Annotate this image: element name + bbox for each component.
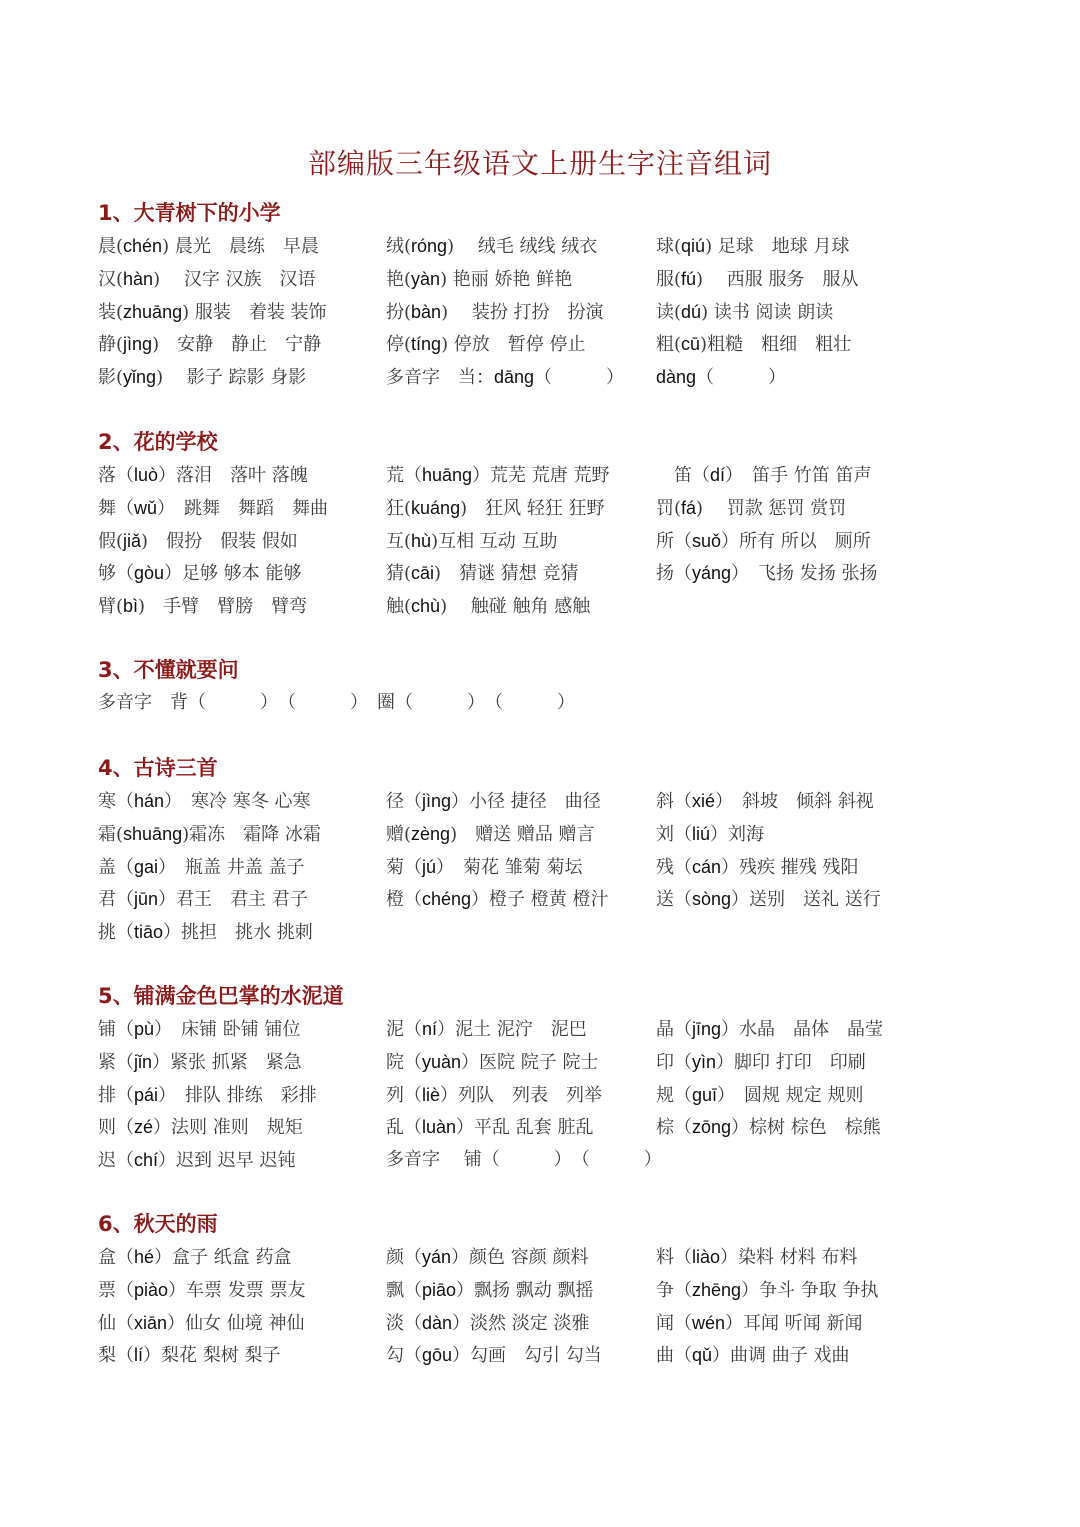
vocab-entry: 则（zé）法则 准则 规矩 <box>98 1117 303 1139</box>
vocab-entry: 君（jūn）君王 君主 君子 <box>98 889 308 911</box>
lesson-section <box>98 1207 998 1372</box>
lesson-heading: 2、花的学校 <box>98 430 218 454</box>
vocab-row <box>98 361 998 394</box>
vocab-entry: 票（piào）车票 发票 票友 <box>98 1279 306 1301</box>
vocab-entry: 橙（chéng）橙子 橙黄 橙汁 <box>386 889 609 911</box>
lesson-section <box>98 653 998 720</box>
vocab-entry: 争（zhēng）争斗 争取 争执 <box>656 1279 879 1301</box>
vocab-entry: 院（yuàn）医院 院子 院士 <box>386 1051 599 1073</box>
vocab-entry: 盖（gai） 瓶盖 井盖 盖子 <box>98 856 305 878</box>
vocab-row <box>98 785 998 818</box>
vocab-row <box>98 1111 998 1144</box>
vocab-entry: 笛（dí） 笛手 竹笛 笛声 <box>656 465 872 486</box>
vocab-row <box>98 459 998 492</box>
lesson-heading: 1、大青树下的小学 <box>98 201 281 225</box>
vocab-row <box>98 1339 998 1372</box>
vocab-entry: 残（cán）残疾 摧残 残阳 <box>656 856 859 878</box>
vocab-entry: 斜（xié） 斜坡 倾斜 斜视 <box>656 791 874 812</box>
vocab-entry: 互(hù)互相 互动 互助 <box>386 530 558 552</box>
vocab-row <box>98 230 998 263</box>
vocab-entry: 铺（pù） 床铺 卧铺 铺位 <box>98 1019 301 1040</box>
vocab-entry: 罚(fá) 罚款 惩罚 赏罚 <box>656 497 847 519</box>
vocab-row <box>98 525 998 558</box>
vocab-entry: 扬（yáng） 飞扬 发扬 张扬 <box>656 563 878 585</box>
vocab-row <box>98 1241 998 1274</box>
vocab-entry: 狂(kuáng) 狂风 轻狂 狂野 <box>386 497 605 519</box>
vocab-entry: 绒(róng) 绒毛 绒线 绒衣 <box>386 236 598 257</box>
vocab-row <box>98 883 998 916</box>
vocab-entry: 霜(shuāng)霜冻 霜降 冰霜 <box>98 823 321 845</box>
vocab-entry: 淡（dàn）淡然 淡定 淡雅 <box>386 1312 590 1334</box>
vocab-row <box>98 916 998 949</box>
vocab-entry: 仙（xiān）仙女 仙境 神仙 <box>98 1312 305 1334</box>
vocab-row <box>98 1307 998 1340</box>
vocab-entry: 装(zhuāng) 服装 着装 装饰 <box>98 301 327 323</box>
vocab-entry: 荒（huāng）荒芜 荒唐 荒野 <box>386 465 610 486</box>
vocab-entry: 列（liè）列队 列表 列举 <box>386 1084 603 1106</box>
vocab-entry: 梨（lí）梨花 梨树 梨子 <box>98 1345 281 1367</box>
vocab-entry: 够（gòu）足够 够本 能够 <box>98 563 302 585</box>
vocab-entry: 挑（tiāo）挑担 挑水 挑刺 <box>98 922 313 944</box>
vocab-entry: 颜（yán）颜色 容颜 颜料 <box>386 1247 589 1268</box>
vocab-entry: 刘（liú）刘海 <box>656 823 765 845</box>
vocab-entry: 静(jìng) 安静 静止 宁静 <box>98 334 322 356</box>
lesson-heading: 5、铺满金色巴掌的水泥道 <box>98 984 344 1008</box>
lesson-section <box>98 751 998 949</box>
vocab-row <box>98 818 998 851</box>
vocab-row <box>98 1144 998 1177</box>
vocab-row <box>98 557 998 590</box>
vocab-row <box>98 296 998 329</box>
lesson-section <box>98 979 998 1177</box>
vocab-row <box>98 263 998 296</box>
vocab-entry: 紧（jǐn）紧张 抓紧 紧急 <box>98 1051 302 1073</box>
lesson-section <box>98 425 998 623</box>
vocab-row <box>98 687 998 720</box>
lesson-heading: 6、秋天的雨 <box>98 1212 218 1236</box>
vocab-row <box>98 590 998 623</box>
vocab-entry: 臂(bì) 手臂 臂膀 臂弯 <box>98 596 308 618</box>
vocab-entry: 多音字 铺（ ） （ ） <box>386 1149 662 1171</box>
vocab-entry: 多音字 背（ ） （ ） 圈（ ） （ ） <box>98 692 575 713</box>
vocab-entry: 多音字 当：dāng（ ） <box>386 367 625 389</box>
vocab-entry: 球(qiú) 足球 地球 月球 <box>656 236 850 257</box>
vocab-entry: 规（guī） 圆规 规定 规则 <box>656 1084 864 1106</box>
vocab-entry: 影(yǐng) 影子 踪影 身影 <box>98 367 307 389</box>
vocab-entry: 印（yìn）脚印 打印 印刷 <box>656 1051 866 1073</box>
vocab-entry: 假(jiǎ) 假扮 假装 假如 <box>98 530 298 552</box>
vocab-row <box>98 1274 998 1307</box>
vocab-row <box>98 328 998 361</box>
page-title: 部编版三年级语文上册生字注音组词 <box>307 147 772 180</box>
vocab-entry: 赠(zèng) 赠送 赠品 赠言 <box>386 823 595 845</box>
vocab-entry: dàng（ ） <box>656 367 787 389</box>
vocab-entry: 盒（hé）盒子 纸盒 药盒 <box>98 1247 292 1268</box>
vocab-entry: 勾（gōu）勾画 勾引 勾当 <box>386 1345 602 1367</box>
vocab-entry: 飘（piāo）飘扬 飘动 飘摇 <box>386 1279 594 1301</box>
vocab-entry: 料（liào）染料 材料 布料 <box>656 1247 858 1268</box>
lesson-heading: 4、古诗三首 <box>98 756 218 780</box>
vocab-entry: 汉(hàn) 汉字 汉族 汉语 <box>98 268 316 290</box>
vocab-entry: 粗(cū)粗糙 粗细 粗壮 <box>656 334 852 356</box>
lesson-heading: 3、不懂就要问 <box>98 658 239 682</box>
vocab-row <box>98 1013 998 1046</box>
vocab-entry: 泥（ní）泥土 泥泞 泥巴 <box>386 1019 587 1040</box>
vocab-row <box>98 851 998 884</box>
vocab-entry: 落（luò）落泪 落叶 落魄 <box>98 465 308 486</box>
vocab-entry: 舞（wǔ） 跳舞 舞蹈 舞曲 <box>98 497 329 519</box>
vocab-row <box>98 492 998 525</box>
vocab-entry: 所（suǒ）所有 所以 厕所 <box>656 530 871 552</box>
vocab-row <box>98 1079 998 1112</box>
vocab-entry: 送（sòng）送别 送礼 送行 <box>656 889 881 911</box>
vocab-entry: 艳(yàn) 艳丽 娇艳 鲜艳 <box>386 268 573 290</box>
vocab-entry: 猜(cāi) 猜谜 猜想 竞猜 <box>386 563 579 585</box>
vocab-entry: 触(chù) 触碰 触角 感触 <box>386 596 591 618</box>
vocab-entry: 曲（qǔ）曲调 曲子 戏曲 <box>656 1345 850 1367</box>
lesson-section <box>98 196 998 394</box>
vocab-entry: 寒（hán） 寒冷 寒冬 心寒 <box>98 791 311 812</box>
vocab-entry: 扮(bàn) 装扮 打扮 扮演 <box>386 301 604 323</box>
vocab-entry: 径（jìng）小径 捷径 曲径 <box>386 791 601 812</box>
vocab-entry: 停(tíng) 停放 暂停 停止 <box>386 334 586 356</box>
vocab-entry: 排（pái） 排队 排练 彩排 <box>98 1084 317 1106</box>
vocab-entry: 闻（wén）耳闻 听闻 新闻 <box>656 1312 863 1334</box>
vocab-entry: 读(dú) 读书 阅读 朗读 <box>656 301 834 323</box>
vocab-entry: 晶（jīng）水晶 晶体 晶莹 <box>656 1019 884 1040</box>
vocab-entry: 菊（jú） 菊花 雏菊 菊坛 <box>386 856 583 878</box>
vocab-entry: 服(fú) 西服 服务 服从 <box>656 268 859 290</box>
vocab-entry: 迟（chí）迟到 迟早 迟钝 <box>98 1150 296 1172</box>
vocab-entry: 乱（luàn）平乱 乱套 脏乱 <box>386 1117 594 1139</box>
vocab-row <box>98 1046 998 1079</box>
vocab-entry: 棕（zōng）棕树 棕色 棕熊 <box>656 1117 881 1139</box>
vocab-entry: 晨(chén) 晨光 晨练 早晨 <box>98 236 319 257</box>
